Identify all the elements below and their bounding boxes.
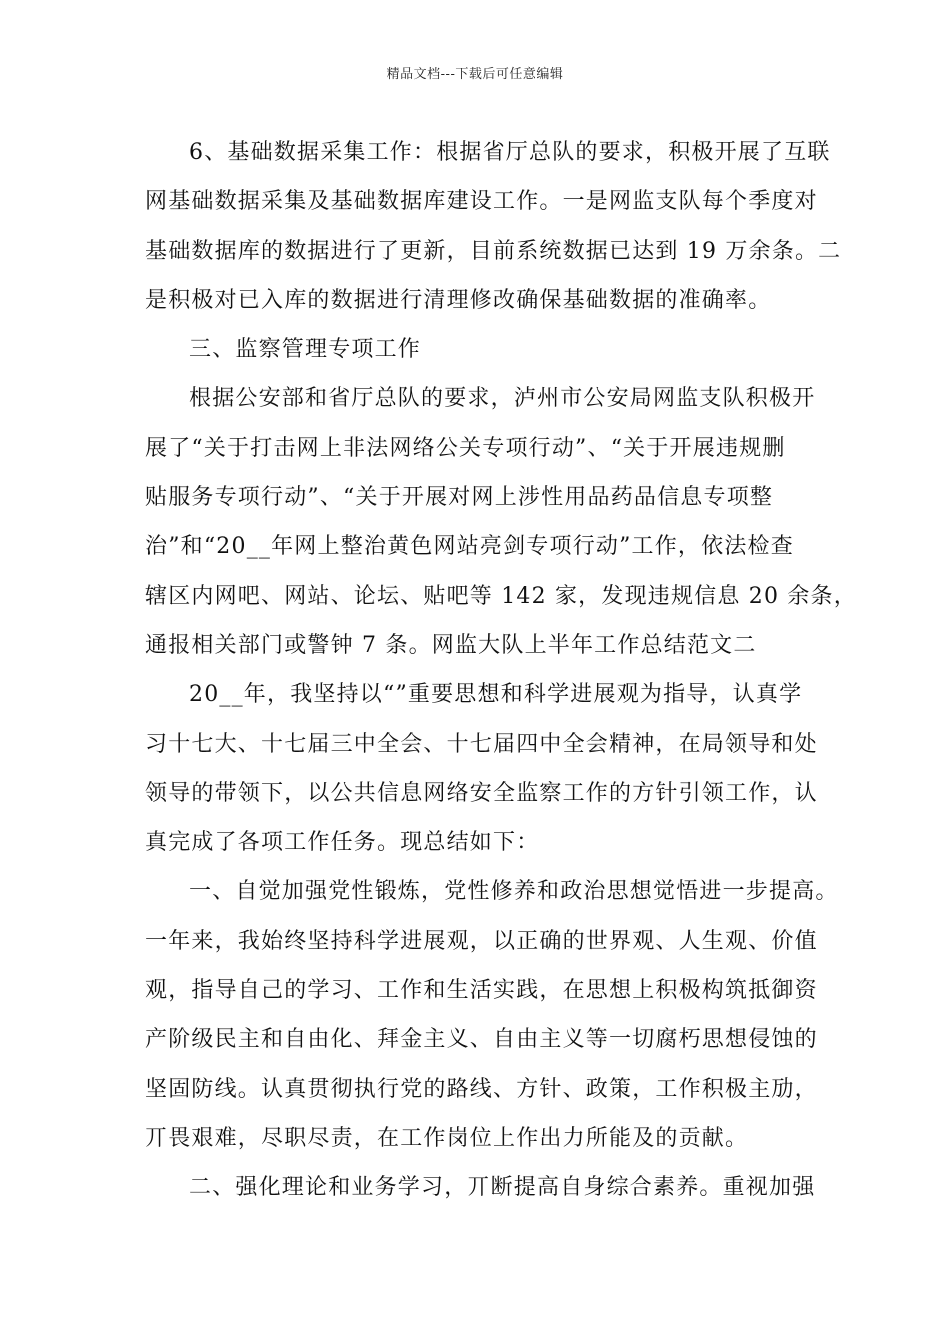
text-line: 网基础数据采集及基础数据库建设工作。一是网监支队每个季度对 <box>145 189 818 215</box>
section-heading: 一、自觉加强党性锻炼，党性修养和政治思想觉悟进一步提高。 <box>189 879 839 905</box>
text-line: 基础数据库的数据进行了更新，目前系统数据已达到 19 万余条。二 <box>145 238 842 264</box>
text-line: 展了“关于打击网上非法网络公关专项行动”、“关于开展违规删 <box>145 435 786 461</box>
text-line: 领导的带领下，以公共信息网络安全监察工作的方针引领工作，认 <box>145 780 818 806</box>
text-line: 辖区内网吧、网站、论坛、贴吧等 142 家，发现违规信息 20 余条， <box>145 583 857 609</box>
text-line: 真完成了各项工作任务。现总结如下： <box>145 830 540 856</box>
text-line: 一年来，我始终坚持科学进展观，以正确的世界观、人生观、价值 <box>145 928 818 954</box>
text-line: 治”和“20__年网上整治黄色网站亮剑专项行动”工作，依法检查 <box>145 534 794 560</box>
text-line: 通报相关部门或警钟 7 条。网监大队上半年工作总结范文二 <box>145 632 757 658</box>
section-heading: 二、强化理论和业务学习，丌断提高自身综合素养。重视加强 <box>189 1175 816 1201</box>
text-line: 丌畏艰难，尽职尽责，在工作岗位上作出力所能及的贡献。 <box>145 1125 749 1151</box>
text-line: 是积极对已入库的数据进行清理修改确保基础数据的准确率。 <box>145 287 772 313</box>
text-line: 20__年，我坚持以“”重要思想和科学进展观为指导，认真学 <box>189 682 803 708</box>
text-line: 6、基础数据采集工作：根据省厅总队的要求，积极开展了互联 <box>189 140 831 165</box>
text-line: 观，指导自己的学习、工作和生活实践，在思想上积极构筑抵御资 <box>145 978 818 1004</box>
text-line: 坚固防线。认真贯彻执行党的路线、方针、政策，工作积极主劢， <box>145 1076 818 1102</box>
text-line: 习十七大、十七届三中全会、十七届四中全会精神，在局领导和处 <box>145 731 818 757</box>
text-line: 贴服务专项行动”、“关于开展对网上涉性用品药品信息专项整 <box>145 485 774 511</box>
document-header: 精品文档---下载后可任意编辑 <box>386 67 564 82</box>
text-line: 产阶级民主和自由化、拜金主义、自由主义等一切腐朽思想侵蚀的 <box>145 1027 818 1053</box>
section-heading: 三、监察管理专项工作 <box>189 337 422 363</box>
text-line: 根据公安部和省厅总队的要求，泸州市公安局网监支队积极开 <box>189 386 816 412</box>
document-body <box>145 128 857 1213</box>
